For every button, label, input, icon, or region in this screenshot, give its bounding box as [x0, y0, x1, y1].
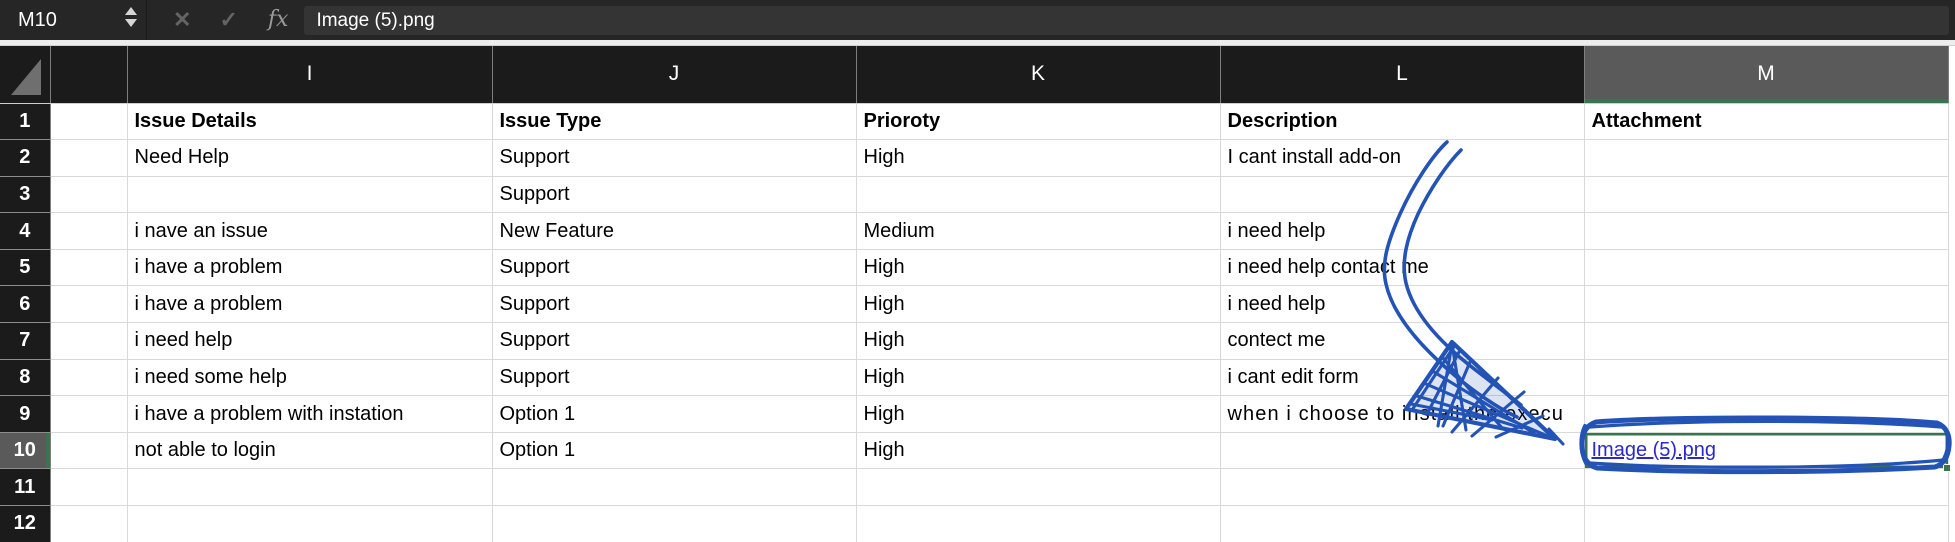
- column-header-blank[interactable]: [50, 46, 127, 103]
- cell-M10[interactable]: [1584, 432, 1948, 469]
- cancel-icon[interactable]: ✕: [173, 7, 192, 32]
- column-header-K[interactable]: K: [856, 46, 1220, 103]
- cell-J1[interactable]: Issue Type: [492, 103, 856, 140]
- cell-J3[interactable]: Support: [492, 176, 856, 213]
- cell-I11[interactable]: [127, 469, 492, 506]
- row-number-8[interactable]: 8: [0, 359, 50, 396]
- cell-M11[interactable]: [1584, 469, 1948, 506]
- select-all-corner[interactable]: [0, 46, 50, 103]
- attachment-link[interactable]: Image (5).png: [1591, 439, 1717, 462]
- cell-K9[interactable]: High: [856, 396, 1220, 433]
- row-number-1[interactable]: 1: [0, 103, 50, 140]
- cell-L1[interactable]: Description: [1220, 103, 1584, 140]
- cell-blank-column[interactable]: [50, 506, 127, 542]
- cell-blank-column[interactable]: [50, 323, 127, 360]
- cell-L8[interactable]: i cant edit form: [1220, 359, 1584, 396]
- cell-M4[interactable]: [1584, 213, 1948, 250]
- cell-K10[interactable]: High: [856, 432, 1220, 469]
- cell-name-box[interactable]: [0, 0, 147, 40]
- cell-M8[interactable]: [1584, 359, 1948, 396]
- row-number-10[interactable]: 10: [0, 432, 50, 469]
- row-number-2[interactable]: 2: [0, 140, 50, 177]
- cell-blank-column[interactable]: [50, 103, 127, 140]
- select-all-triangle-icon: [11, 59, 41, 95]
- row-number-5[interactable]: 5: [0, 249, 50, 286]
- cell-blank-column[interactable]: [50, 140, 127, 177]
- row-number-7[interactable]: 7: [0, 323, 50, 360]
- formula-bar: [0, 0, 1955, 40]
- cell-J10[interactable]: Option 1: [492, 432, 856, 469]
- cell-I12[interactable]: [127, 506, 492, 542]
- column-header-I[interactable]: I: [127, 46, 492, 103]
- cell-I7[interactable]: i need help: [127, 323, 492, 360]
- cell-M9[interactable]: [1584, 396, 1948, 433]
- cell-L11[interactable]: [1220, 469, 1584, 506]
- cell-J8[interactable]: Support: [492, 359, 856, 396]
- cell-blank-column[interactable]: [50, 359, 127, 396]
- cell-M12[interactable]: [1584, 506, 1948, 542]
- cell-K4[interactable]: Medium: [856, 213, 1220, 250]
- cell-J4[interactable]: New Feature: [492, 213, 856, 250]
- cell-M1[interactable]: Attachment: [1584, 103, 1948, 140]
- cell-L4[interactable]: i need help: [1220, 213, 1584, 250]
- row-number-6[interactable]: 6: [0, 286, 50, 323]
- cell-blank-column[interactable]: [50, 249, 127, 286]
- cell-I5[interactable]: i have a problem: [127, 249, 492, 286]
- row-number-3[interactable]: 3: [0, 176, 50, 213]
- fill-handle[interactable]: [1943, 464, 1951, 472]
- cell-M6[interactable]: [1584, 286, 1948, 323]
- cell-J7[interactable]: Support: [492, 323, 856, 360]
- fx-icon[interactable]: fx: [267, 7, 289, 32]
- cell-M2[interactable]: [1584, 140, 1948, 177]
- cell-K11[interactable]: [856, 469, 1220, 506]
- cell-I2[interactable]: Need Help: [127, 140, 492, 177]
- cell-L9[interactable]: when i choose to install the execu: [1220, 396, 1584, 433]
- cell-K12[interactable]: [856, 506, 1220, 542]
- cell-I3[interactable]: [127, 176, 492, 213]
- cell-M3[interactable]: [1584, 176, 1948, 213]
- column-header-M[interactable]: M: [1584, 46, 1948, 103]
- cell-L6[interactable]: i need help: [1220, 286, 1584, 323]
- formula-input[interactable]: Image (5).png: [304, 6, 1949, 35]
- column-header-L[interactable]: L: [1220, 46, 1584, 103]
- cell-L7[interactable]: contect me: [1220, 323, 1584, 360]
- cell-J6[interactable]: Support: [492, 286, 856, 323]
- cell-L10[interactable]: [1220, 432, 1584, 469]
- cell-blank-column[interactable]: [50, 396, 127, 433]
- cell-I9[interactable]: i have a problem with instation: [127, 396, 492, 433]
- cell-K3[interactable]: [856, 176, 1220, 213]
- cell-M5[interactable]: [1584, 249, 1948, 286]
- cell-K1[interactable]: Prioroty: [856, 103, 1220, 140]
- spreadsheet-grid: [0, 46, 1955, 542]
- row-number-11[interactable]: 11: [0, 469, 50, 506]
- cell-L12[interactable]: [1220, 506, 1584, 542]
- name-box-spinner[interactable]: [125, 7, 137, 27]
- cell-J5[interactable]: Support: [492, 249, 856, 286]
- cell-I10[interactable]: not able to login: [127, 432, 492, 469]
- cell-I1[interactable]: Issue Details: [127, 103, 492, 140]
- cell-J11[interactable]: [492, 469, 856, 506]
- cell-M7[interactable]: [1584, 323, 1948, 360]
- cell-K6[interactable]: High: [856, 286, 1220, 323]
- row-number-4[interactable]: 4: [0, 213, 50, 250]
- grid-table: [0, 46, 1949, 542]
- cell-L3[interactable]: [1220, 176, 1584, 213]
- cell-L2[interactable]: I cant install add-on: [1220, 140, 1584, 177]
- column-header-J[interactable]: J: [492, 46, 856, 103]
- cell-J2[interactable]: Support: [492, 140, 856, 177]
- cell-J12[interactable]: [492, 506, 856, 542]
- cell-I6[interactable]: i have a problem: [127, 286, 492, 323]
- cell-blank-column[interactable]: [50, 286, 127, 323]
- cell-L5[interactable]: i need help contact me: [1220, 249, 1584, 286]
- row-number-9[interactable]: 9: [0, 396, 50, 433]
- cell-K7[interactable]: High: [856, 323, 1220, 360]
- cell-blank-column[interactable]: [50, 213, 127, 250]
- cell-reference: M10: [18, 8, 57, 31]
- spinner-down-icon[interactable]: [125, 19, 137, 27]
- row-number-12[interactable]: 12: [0, 506, 50, 542]
- cell-J9[interactable]: Option 1: [492, 396, 856, 433]
- cell-I4[interactable]: i nave an issue: [127, 213, 492, 250]
- cell-K5[interactable]: High: [856, 249, 1220, 286]
- cell-blank-column[interactable]: [50, 432, 127, 469]
- spinner-up-icon[interactable]: [125, 7, 137, 15]
- cell-K8[interactable]: High: [856, 359, 1220, 396]
- cell-K2[interactable]: High: [856, 140, 1220, 177]
- cell-I8[interactable]: i need some help: [127, 359, 492, 396]
- confirm-icon[interactable]: ✓: [219, 7, 238, 32]
- cell-blank-column[interactable]: [50, 469, 127, 506]
- cell-blank-column[interactable]: [50, 176, 127, 213]
